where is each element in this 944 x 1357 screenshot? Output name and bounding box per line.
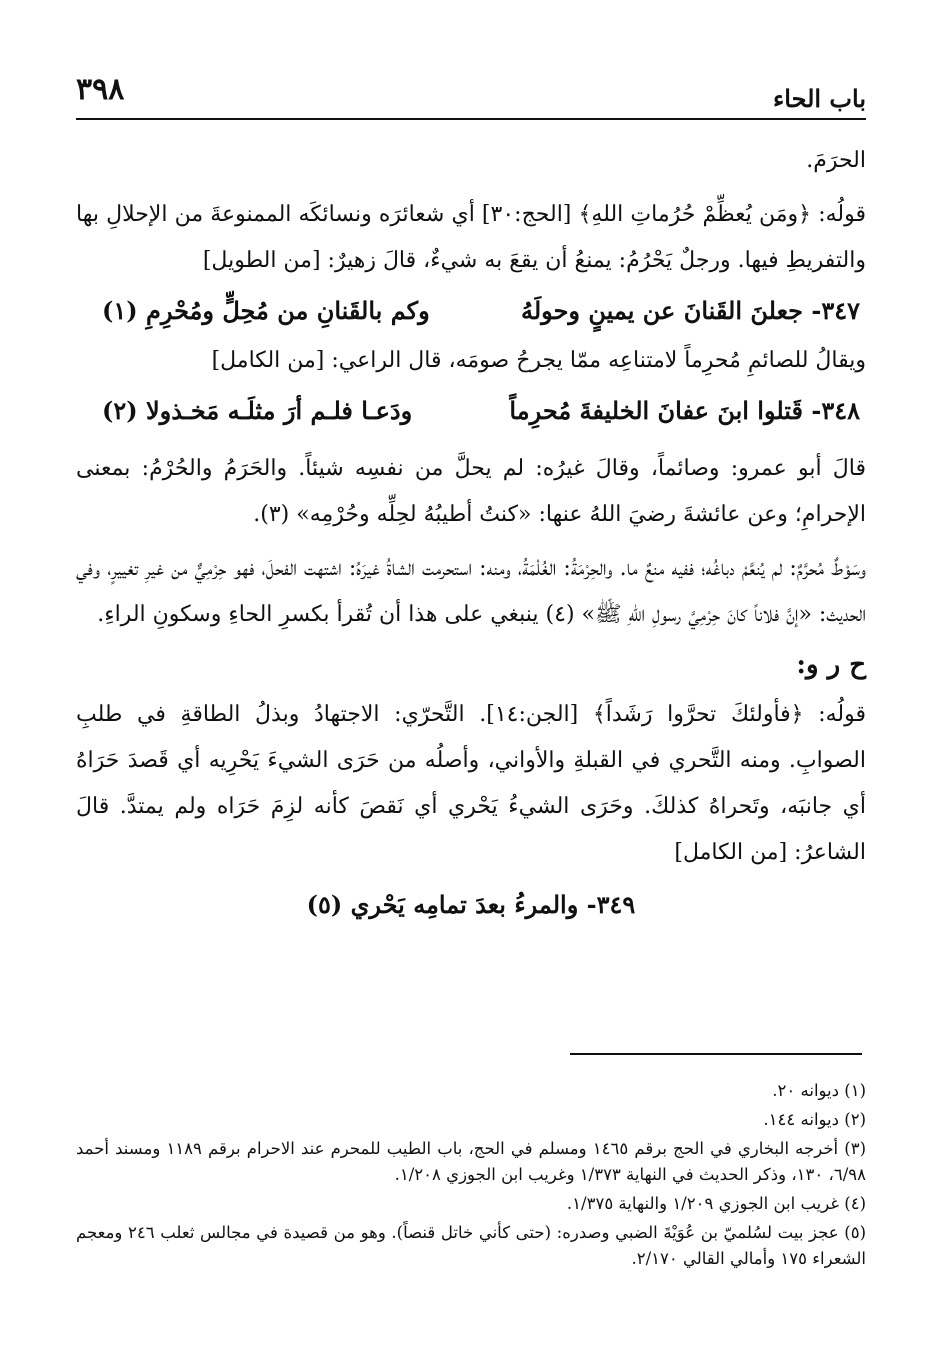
root-heading: ح ر و: bbox=[796, 650, 866, 680]
page-header bbox=[76, 66, 866, 120]
verse-347-first-hemistich: ٣٤٧- جعلنَ القَنانَ عن يمينٍ وحولَهُ bbox=[521, 296, 860, 325]
footnote-4: (٤) غريب ابن الجوزي ١/٢٠٩ والنهاية ١/٣٧٥. bbox=[566, 1194, 866, 1213]
footnote-5: (٥) عجز بيت لسُلميّ بن عُوَيْةَ الضبي وصدره: (حتى كأني خاتل قنصاً). وهو من قصيدة في مجالس ثعلب ٢٤٦ ومعجم الشعراء ١٧٥ وأمالي القالي ٢/١٧٠. bbox=[76, 1223, 866, 1268]
main-text bbox=[76, 138, 866, 934]
footnote-3: (٣) أخرجه البخاري في الحج برقم ١٤٦٥ ومسلم في الحج، باب الطيب للمحرم عند الاحرام برقم ١١٨٩ ومسند أحمد ٦/٩٨، ١٣٠، وذكر الحديث في النهاية ١/٣٧٣ وغريب ابن الجوزي ١/٢٠٨. bbox=[76, 1139, 866, 1184]
footnote-divider bbox=[570, 1053, 862, 1055]
verse-348-first-hemistich: ٣٤٨- قَتلوا ابنَ عفانَ الخليفةَ مُحرِماً bbox=[509, 396, 860, 425]
paragraph-saim: ويقالُ للصائمِ مُحرِماً لامتناعِه ممّا يجرحُ صومَه، قال الراعي: [من الكامل] bbox=[211, 348, 866, 373]
verse-349: ٣٤٩- والمرءُ بعدَ تمامِه يَحْري (٥) bbox=[306, 890, 636, 919]
verse-348 bbox=[76, 384, 866, 438]
paragraph-sawt: وسَوْطٌ مُحرَّمٌ: لم يُنعَّمْ دباغُه؛ ففيه منعٌ ما. والحِرْمَةُ: الغُلْمَةُ، ومنه: استحرمت الشاةُ غيرَهُ: اشتهت الفحلَ، فهو حِرْمِيٌّ من غيرِ تغييرٍ، وفي الحديث: «إنَّ فلاناً كانَ حِرْمِيَّ رسولِ اللهِ ﷺ» (٤) ينبغي على هذا أن تُقرأ بكسرِ الحاءِ وسكونِ الراءِ. bbox=[76, 556, 866, 627]
section-title: باب الحاء bbox=[772, 84, 866, 113]
page-number: ٣٩٨ bbox=[76, 72, 125, 107]
verse-348-second-hemistich: ودَعـا فلـم أرَ مثلَـه مَخـذولا (٢) bbox=[102, 396, 413, 425]
footnotes bbox=[76, 1078, 866, 1275]
verse-347 bbox=[76, 284, 866, 338]
footnote-1: (١) ديوانه ٢٠. bbox=[772, 1081, 866, 1100]
verse-347-second-hemistich: وكم بالقَنانِ من مُحِلٍّ ومُحْرِمِ (١) bbox=[102, 296, 430, 325]
paragraph-intro: الحرَمَ. bbox=[806, 148, 866, 173]
paragraph-abu-amr: قالَ أبو عمرو: وصائماً، وقالَ غيرُه: لم يحلَّ من نفسِه شيئاً. والحَرَمُ والحُرْمُ: بمعنى الإحرامِ؛ وعن عائشةَ رضيَ اللهُ عنها: «كنتُ أطيبُهُ لحِلِّه وحُرْمِه» (٣). bbox=[76, 456, 866, 527]
paragraph-hurumat: قولُه: ﴿ومَن يُعظِّمْ حُرُماتِ اللهِ﴾ [الحج:٣٠] أي شعائرَه ونسائكَه الممنوعةَ من الإحلالِ بها والتفريطِ فيها. ورجلٌ يَحْرُمُ: يمنعُ أن يقعَ به شيءٌ، قالَ زهيرٌ: [من الطويل] bbox=[76, 202, 866, 273]
paragraph-taharri: قولُه: ﴿فأولئكَ تحرَّوا رَشَداً﴾ [الجن:١٤]. التَّحرّي: الاجتهادُ وبذلُ الطاقةِ في طلبِ الصوابِ. ومنه التَّحري في القبلةِ والأواني، وأصلُه من حَرَى الشيءَ يَحْرِيه أي قَصدَ حَرَاهُ أي جانبَه، وتَحراهُ كذلكَ. وحَرَى الشيءُ يَحْري أي نَقصَ كأنه لزِمَ حَرَاه ولم يمتدَّ. قالَ الشاعرُ: [من الكامل] bbox=[76, 702, 867, 865]
footnote-2: (٢) ديوانه ١٤٤. bbox=[763, 1110, 866, 1129]
